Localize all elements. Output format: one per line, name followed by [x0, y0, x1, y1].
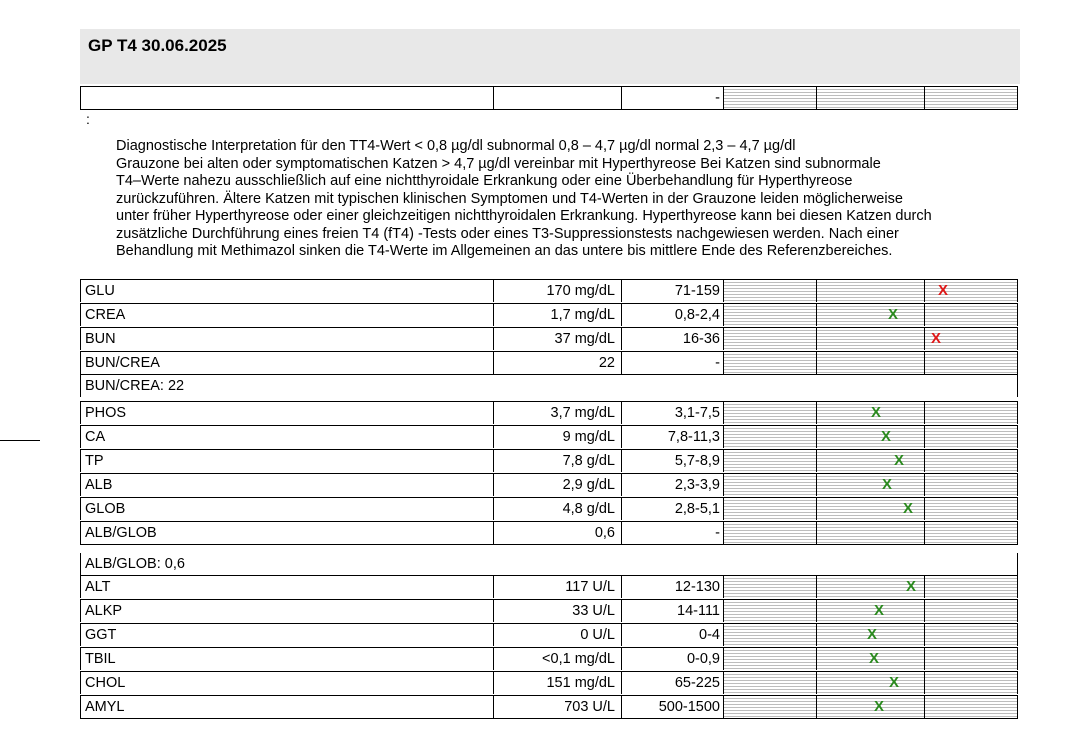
table-row — [80, 623, 1018, 646]
range-bar-low — [724, 522, 817, 544]
table-row — [80, 671, 1018, 694]
analyte-value: 0 U/L — [494, 624, 622, 646]
interpretation-line: zusätzliche Durchführung eines freien T4 (fT4) -Tests oder eines T3-Suppressionstests nachgewiesen werden. Nach einer — [116, 225, 899, 242]
range-bar-low — [724, 576, 817, 598]
table-row — [80, 521, 1018, 545]
in-range-marker: X — [902, 500, 914, 517]
margin-rule — [0, 440, 40, 441]
range-bar-high — [925, 672, 1017, 694]
range-bar-normal — [817, 352, 925, 374]
analyte-value: <0,1 mg/dL — [494, 648, 622, 670]
range-bar-high — [925, 624, 1017, 646]
range-bar-high — [925, 600, 1017, 622]
range-bar-low — [724, 328, 817, 350]
analyte-name: GLU — [81, 280, 494, 302]
range-bar-high — [925, 474, 1017, 496]
colon-label: : — [86, 111, 90, 127]
table-row — [80, 473, 1018, 496]
interpretation-line: zurückzuführen. Ältere Katzen mit typischen klinischen Symptomen und T4-Werten in der Grauzone leiden möglicherweise — [116, 190, 903, 207]
reference-range: 16-36 — [622, 328, 724, 350]
analyte-value: 33 U/L — [494, 600, 622, 622]
analyte-value: 7,8 g/dL — [494, 450, 622, 472]
in-range-marker: X — [881, 476, 893, 493]
range-bar-high — [925, 522, 1017, 544]
ratio-note: BUN/CREA: 22 — [80, 375, 1018, 397]
in-range-marker: X — [905, 578, 917, 595]
range-bar-low — [724, 696, 817, 718]
reference-range: 65-225 — [622, 672, 724, 694]
analyte-value: 9 mg/dL — [494, 426, 622, 448]
range-bar-low — [724, 648, 817, 670]
t4-result-row — [80, 86, 1018, 110]
in-range-marker: X — [888, 674, 900, 691]
analyte-value: 2,9 g/dL — [494, 474, 622, 496]
range-bar-high — [925, 352, 1017, 374]
reference-range: - — [622, 87, 724, 109]
analyte-name: CA — [81, 426, 494, 448]
in-range-marker: X — [873, 602, 885, 619]
analyte-name: BUN — [81, 328, 494, 350]
range-bar-low — [724, 474, 817, 496]
table-row — [80, 695, 1018, 719]
range-bar-normal — [817, 600, 925, 622]
range-bar-normal — [817, 672, 925, 694]
analyte-value: 151 mg/dL — [494, 672, 622, 694]
range-bar-low — [724, 600, 817, 622]
analyte-value: 3,7 mg/dL — [494, 402, 622, 424]
reference-range: 71-159 — [622, 280, 724, 302]
in-range-marker: X — [868, 650, 880, 667]
table-row — [80, 279, 1018, 302]
table-row — [80, 647, 1018, 670]
t4-interpretation-text — [116, 138, 1046, 261]
analyte-name: ALB/GLOB — [81, 522, 494, 544]
table-row — [80, 575, 1018, 598]
reference-range: 0-4 — [622, 624, 724, 646]
range-bar-high — [925, 696, 1017, 718]
analyte-value — [494, 87, 622, 109]
analyte-name: PHOS — [81, 402, 494, 424]
range-bar-high — [925, 402, 1017, 424]
analyte-name: ALB — [81, 474, 494, 496]
analyte-name: ALT — [81, 576, 494, 598]
range-bar-high — [925, 498, 1017, 520]
range-bar-low — [724, 87, 817, 109]
range-bar-low — [724, 624, 817, 646]
interpretation-line: Diagnostische Interpretation für den TT4-Wert < 0,8 µg/dl subnormal 0,8 – 4,7 µg/dl normal 2,3 – 4,7 µg/dl — [116, 138, 796, 154]
range-bar-normal — [817, 87, 925, 109]
analyte-name: TBIL — [81, 648, 494, 670]
reference-range: 3,1-7,5 — [622, 402, 724, 424]
analyte-name: TP — [81, 450, 494, 472]
range-bar-high — [925, 576, 1017, 598]
report-header — [80, 29, 1020, 84]
analyte-value: 22 — [494, 352, 622, 374]
analyte-name: ALKP — [81, 600, 494, 622]
table-row — [80, 497, 1018, 520]
table-row — [80, 425, 1018, 448]
range-bar-normal — [817, 474, 925, 496]
range-bar-normal — [817, 522, 925, 544]
range-bar-low — [724, 304, 817, 326]
analyte-value: 4,8 g/dL — [494, 498, 622, 520]
out-of-range-marker: X — [930, 330, 942, 347]
interpretation-line: T4–Werte nahezu ausschließlich auf eine nichtthyroidale Erkrankung oder eine Überbehandlung für Hyperthyreose — [116, 173, 853, 189]
range-bar-normal — [817, 450, 925, 472]
out-of-range-marker: X — [937, 282, 949, 299]
interpretation-line: Behandlung mit Methimazol sinken die T4-Werte im Allgemeinen an das untere bis mittlere Ende des Referenzbereiches. — [116, 243, 893, 259]
interpretation-line: unter früher Hyperthyreose oder einer gleichzeitigen nichtthyroidalen Erkrankung. Hyperthyreose kann bei diesen Katzen durch — [116, 208, 932, 224]
range-bar-high — [925, 304, 1017, 326]
range-bar-normal — [817, 426, 925, 448]
report-title: GP T4 30.06.2025 — [88, 36, 227, 55]
reference-range: - — [622, 352, 724, 374]
range-bar-normal — [817, 280, 925, 302]
reference-range: 7,8-11,3 — [622, 426, 724, 448]
range-bar-high — [925, 648, 1017, 670]
range-bar-low — [724, 450, 817, 472]
in-range-marker: X — [887, 306, 899, 323]
reference-range: 12-130 — [622, 576, 724, 598]
interpretation-line: Grauzone bei alten oder symptomatischen Katzen > 4,7 µg/dl vereinbar mit Hyperthyreose Bei Katzen sind subnormale — [116, 155, 881, 172]
table-row — [80, 351, 1018, 375]
range-bar-low — [724, 402, 817, 424]
reference-range: 0-0,9 — [622, 648, 724, 670]
analyte-name: CHOL — [81, 672, 494, 694]
table-row — [80, 327, 1018, 350]
analyte-value: 37 mg/dL — [494, 328, 622, 350]
analyte-name: GLOB — [81, 498, 494, 520]
analyte-value: 703 U/L — [494, 696, 622, 718]
in-range-marker: X — [880, 428, 892, 445]
reference-range: 0,8-2,4 — [622, 304, 724, 326]
reference-range: 500-1500 — [622, 696, 724, 718]
range-bar-high — [925, 450, 1017, 472]
reference-range: - — [622, 522, 724, 544]
analyte-name: AMYL — [81, 696, 494, 718]
range-bar-low — [724, 280, 817, 302]
reference-range: 2,8-5,1 — [622, 498, 724, 520]
ratio-note: ALB/GLOB: 0,6 — [80, 553, 1018, 575]
table-row — [80, 449, 1018, 472]
range-bar-high — [925, 87, 1017, 109]
table-row — [80, 303, 1018, 326]
in-range-marker: X — [870, 404, 882, 421]
analyte-name: BUN/CREA — [81, 352, 494, 374]
in-range-marker: X — [866, 626, 878, 643]
analyte-name — [81, 87, 494, 109]
analyte-value: 170 mg/dL — [494, 280, 622, 302]
range-bar-low — [724, 426, 817, 448]
range-bar-normal — [817, 328, 925, 350]
range-bar-normal — [817, 696, 925, 718]
reference-range: 14-111 — [622, 600, 724, 622]
reference-range: 5,7-8,9 — [622, 450, 724, 472]
analyte-value: 117 U/L — [494, 576, 622, 598]
range-bar-low — [724, 352, 817, 374]
range-bar-low — [724, 672, 817, 694]
analyte-value: 1,7 mg/dL — [494, 304, 622, 326]
table-row — [80, 401, 1018, 424]
in-range-marker: X — [873, 698, 885, 715]
in-range-marker: X — [893, 452, 905, 469]
analyte-name: GGT — [81, 624, 494, 646]
analyte-value: 0,6 — [494, 522, 622, 544]
range-bar-normal — [817, 304, 925, 326]
analyte-name: CREA — [81, 304, 494, 326]
range-bar-low — [724, 498, 817, 520]
table-row — [80, 599, 1018, 622]
range-bar-high — [925, 426, 1017, 448]
reference-range: 2,3-3,9 — [622, 474, 724, 496]
